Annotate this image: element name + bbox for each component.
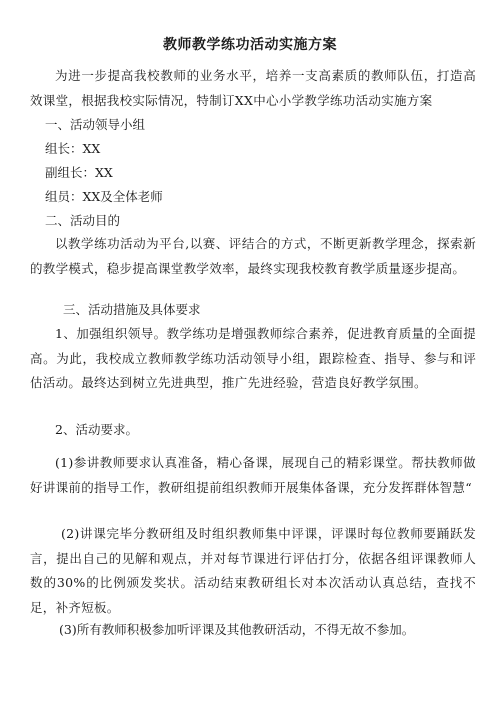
document-title: 教师教学练功活动实施方案 (163, 37, 337, 53)
section-2-body: 以教学练功活动为平台,以赛、评结合的方式，不断更新教学理念，探索新的教学模式，稳步提高课堂教学效率，最终实现我校教育教学质量逐步提高。 (30, 236, 476, 276)
requirement-1-paragraph: (1)参讲教师要求认真准备，精心备课，展现自己的精彩课堂。帮扶教师做好讲课前的指导工作，教研组提前组织教师开展集体备课，充分发挥群体智慧“ (30, 455, 476, 495)
members-line: 组员：XX及全体老师 (45, 189, 163, 204)
intro-paragraph: 为进一步提高我校教师的业务水平，培养一支高素质的教师队伍，打造高效课堂，根据我校实际情况，特制订XX中心小学教学练功活动实施方案 (30, 68, 476, 108)
item-1-paragraph: 1、加强组织领导。教学练功是增强教师综合素养，促进教育质量的全面提高。为此，我校成立教师教学练功活动领导小组，跟踪检查、指导、参与和评估活动。最终达到树立先进典型，推广先进经验，营造良好教学氛围。 (30, 326, 476, 390)
section-1-heading: 一、活动领导小组 (45, 117, 146, 132)
requirement-2-paragraph: (2)讲课完毕分教研组及时组织教师集中评课，评课时每位教师要踊跃发言，提出自己的见解和观点，并对每节课进行评估打分，依据各组评课教师人数的30%的比例颁发奖状。活动结束教研组长对本次活动认真总结，查找不足，补齐短板。 (30, 526, 476, 615)
section-2-heading: 二、活动目的 (45, 213, 121, 228)
section-3-heading: 三、活动措施及具体要求 (63, 302, 201, 317)
item-2-heading: 2、活动要求。 (55, 422, 138, 437)
requirement-3-line: (3)所有教师积极参加听评课及其他教研活动，不得无故不参加。 (59, 622, 415, 637)
leader-line: 组长：XX (45, 141, 101, 156)
deputy-leader-line: 副组长：XX (45, 165, 113, 180)
